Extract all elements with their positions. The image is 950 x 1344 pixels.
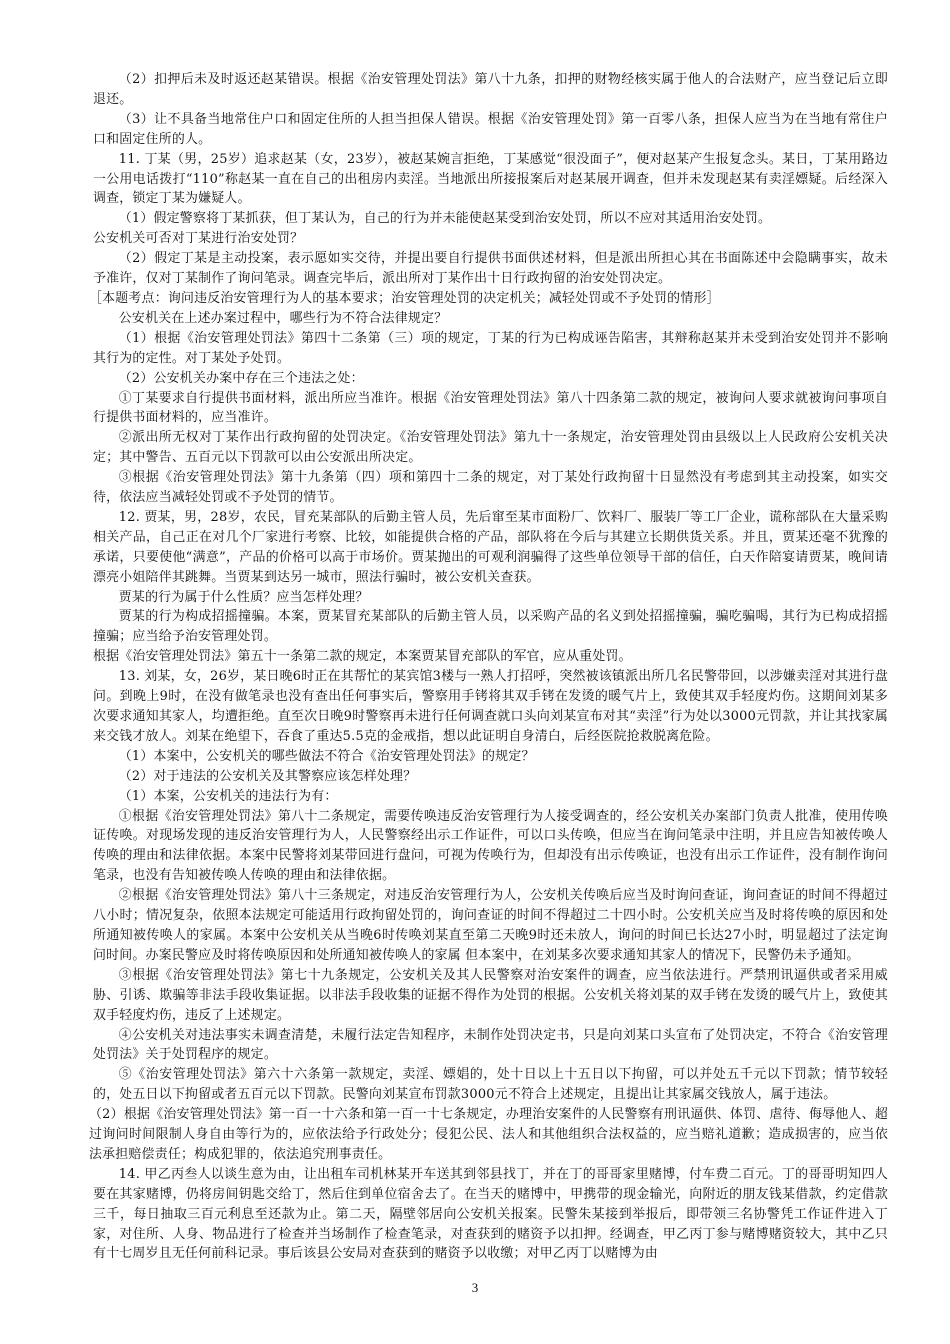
page-number: 3: [471, 1280, 479, 1295]
paragraph: （2）对于违法的公安机关及其警察应该怎样处理？: [118, 768, 417, 784]
paragraph: 贾某的行为构成招摇撞骗。本案，贾某冒充某部队的后勤主管人员，以采购产品的名义到处招摇撞骗，骗吃骗喝，其行为已构成招摇撞骗；应当给予治安管理处罚。: [93, 609, 888, 645]
paragraph: 14. 甲乙丙叁人以谈生意为由，让出租车司机林某开车送其到邻县找丁，并在丁的哥哥家里赌博，付车费二百元。丁的哥哥明知四人要在其家赌博，仍将房间钥匙交给丁，然后住到单位宿舍去了。在当天的赌博中，甲携带的现金输光，向附近的朋友钱某借款，约定借款三千，每日抽取三百元利息至还款为止。第二天，隔壁邻居向公安机关报案。民警朱某接到举报后，即带领三名协警凭工作证件进入丁家，对住所、人身、物品进行了检查并当场制作了检查笔录，对查获到的赌资予以扣押。经调查，甲乙丙丁参与赌博赌资较大，其中乙只有十七周岁且无任何前科记录。事后该县公安局对查获到的赌资予以收缴；对甲乙丙丁以赌博为由: [93, 1166, 888, 1262]
paragraph: （1）本案，公安机关的违法行为有：: [118, 788, 338, 804]
paragraph: 11. 丁某（男，25岁）追求赵某（女，23岁），被赵某婉言拒绝，丁某感觉“很没面子”，便对赵某产生报复念头。某日，丁某用路边一公用电话拨打“110”称赵某一直在自己的出租房内卖淫。当地派出所接报案后对赵某展开调查，但并未发现赵某有卖淫嫖疑。后经深入调查，锁定丁某为嫌疑人。: [93, 151, 888, 207]
paragraph: （2）根据《治安管理处罚法》第一百一十六条和第一百一十七条规定，办理治安案件的人民警察有刑讯逼供、体罚、虐待、侮辱他人、超过询问时间限制人身自由等行为的，应依法给予行政处分；侵犯公民、法人和其他组织合法权益的，应当赔礼道歉；造成损害的，应当依法承担赔偿责任；构成犯罪的，依法追究刑事责任。: [89, 1107, 888, 1162]
document-body: [89, 70, 888, 1264]
paragraph: ⑤《治安管理处罚法》第六十六条第一款规定，卖淫、嫖娼的，处十日以上十五日以下拘留，可以并处五千元以下罚款；情节较轻的，处五日以下拘留或者五百元以下罚款。民警向刘某宣布罚款3000元不符合上述规定，且提出让其家属交钱放人，属于违法。: [93, 1067, 888, 1103]
paragraph: ③根据《治安管理处罚法》第十九条第（四）项和第四十二条的规定，对丁某处行政拘留十日显然没有考虑到其主动投案，如实交待，依法应当减轻处罚或不予处罚的情节。: [93, 470, 888, 506]
paragraph: ②根据《治安管理处罚法》第八十三条规定，对违反治安管理行为人，公安机关传唤后应当及时询问查证，询问查证的时间不得超过八小时；情况复杂，依照本法规定可能适用行政拘留处罚的，询问查证的时间不得超过二十四小时。公安机关应当及时将传唤的原因和处所通知被传唤人的家属。本案中公安机关从当晚6时传唤刘某直至第二天晚9时还未放人，询问的时间已长达27小时，明显超过了法定询问时间。办案民警应及时将传唤原因和处所通知被传唤人的家属 但本案中，在刘某多次要求通知其家人的情况下，民警仍未予通知。: [93, 888, 888, 963]
paragraph: 13. 刘某，女，26岁，某日晚6时正在其帮忙的某宾馆3楼与一熟人打招呼，突然被该镇派出所几名民警带回，以涉嫌卖淫对其进行盘问。到晚上9时，在没有做笔录也没有查出任何事实后，警察用手铐将其双手铐在发烫的暖气片上，致使其双手轻度灼伤。这期间刘某多次要求通知其家人，均遭拒绝。直至次日晚9时警察再未进行任何调查就口头向刘某宣布对其“卖淫”行为处以3000元罚款，并让其找家属来交钱才放人。刘某在绝望下，吞食了重达5.5克的金戒指，想以此证明自身清白，后经医院抢救脱离危险。: [93, 669, 888, 744]
paragraph: （2）公安机关办案中存在三个违法之处：: [118, 370, 364, 386]
paragraph: （2）假定丁某是主动投案，表示愿如实交待，并提出要自行提供书面供述材料，但是派出所担心其在书面陈述中会隐瞒事实，故未予准许，仅对丁某制作了询问笔录。调查完毕后，派出所对丁某作出十日行政拘留的治安处罚决定。: [93, 251, 888, 287]
paragraph: （3）让不具备当地常住户口和固定住所的人担当担保人错误。根据《治安管理处罚》第一百零八条，担保人应当为在当地有常住户口和固定住所的人。: [93, 111, 888, 147]
paragraph: ③根据《治安管理处罚法》第七十九条规定，公安机关及其人民警察对治安案件的调查，应当依法进行。严禁刑讯逼供或者采用威胁、引诱、欺骗等非法手段收集证据。以非法手段收集的证据不得作为处罚的根据。公安机关将刘某的双手铐在发烫的暖气片上，致使其双手轻度灼伤，违反了上述规定。: [93, 967, 888, 1023]
paragraph: ②派出所无权对丁某作出行政拘留的处罚决定。《治安管理处罚法》第九十一条规定，治安管理处罚由县级以上人民政府公安机关决定；其中警告、五百元以下罚款可以由公安派出所决定。: [93, 430, 888, 466]
paragraph: 12. 贾某，男，28岁，农民，冒充某部队的后勤主管人员，先后窜至某市面粉厂、饮料厂、服装厂等工厂企业，谎称部队在大量采购相关产品，自己正在对几个厂家进行考察、比较，如能提供合格的产品，部队将在今后与其建立长期供货关系。并且，贾某还毫不犹豫的承诺，只要使他“满意”，产品的价格可以高于市场价。贾某抛出的可观利润骗得了这些单位领导干部的信任，白天作陪宴请贾某，晚间请漂亮小姐陪伴其跳舞。当贾某到达另一城市，照法行骗时，被公安机关查获。: [93, 509, 888, 585]
paragraph: 贾某的行为属于什么性质？应当怎样处理？: [118, 589, 369, 605]
paragraph: ①根据《治安管理处罚法》第八十二条规定，需要传唤违反治安管理行为人接受调查的，经公安机关办案部门负责人批准，使用传唤证传唤。对现场发现的违反治安管理行为人，人民警察经出示工作证件，可以口头传唤，但应当在询问笔录中注明，并且应告知被传唤人传唤的理由和法律依据。本案中民警将刘某带回进行盘问，可视为传唤行为，但却没有出示传唤证，也没有出示工作证件，没有制作询问笔录，也没有告知被传唤人传唤的理由和法律依据。: [93, 808, 888, 884]
paragraph: （1）假定警察将丁某抓获，但丁某认为，自己的行为并未能使赵某受到治安处罚，所以不应对其适用治安处罚。: [118, 211, 772, 227]
paragraph: （1）本案中，公安机关的哪些做法不符合《治安管理处罚法》的规定？: [118, 748, 535, 764]
paragraph: 公安机关在上述办案过程中，哪些行为不符合法律规定？: [118, 310, 448, 326]
paragraph: ［本题考点：询问违反治安管理行为人的基本要求；治安管理处罚的决定机关；减轻处罚或不予处罚的情形］: [89, 290, 720, 306]
paragraph: 公安机关可否对丁某进行治安处罚？: [93, 231, 304, 247]
paragraph: （1）根据《治安管理处罚法》第四十二条第（三）项的规定，丁某的行为已构成诬告陷害，其辩称赵某并未受到治安处罚并不影响其行为的定性。对丁某处予处罚。: [93, 330, 888, 366]
paragraph: （2）扣押后未及时返还赵某错误。根据《治安管理处罚法》第八十九条，扣押的财物经核实属于他人的合法财产，应当登记后立即退还。: [93, 72, 888, 107]
paragraph: ④公安机关对违法事实未调查清楚，未履行法定告知程序，未制作处罚决定书，只是向刘某口头宣布了处罚决定，不符合《治安管理处罚法》关于处罚程序的规定。: [93, 1027, 888, 1063]
paragraph: 根据《治安管理处罚法》第五十一条第二款的规定，本案贾某冒充部队的军官，应从重处罚。: [93, 649, 632, 665]
paragraph: ①丁某要求自行提供书面材料，派出所应当准许。根据《治安管理处罚法》第八十四条第二款的规定，被询问人要求就被询问事项自行提供书面材料的，应当准许。: [93, 390, 888, 426]
